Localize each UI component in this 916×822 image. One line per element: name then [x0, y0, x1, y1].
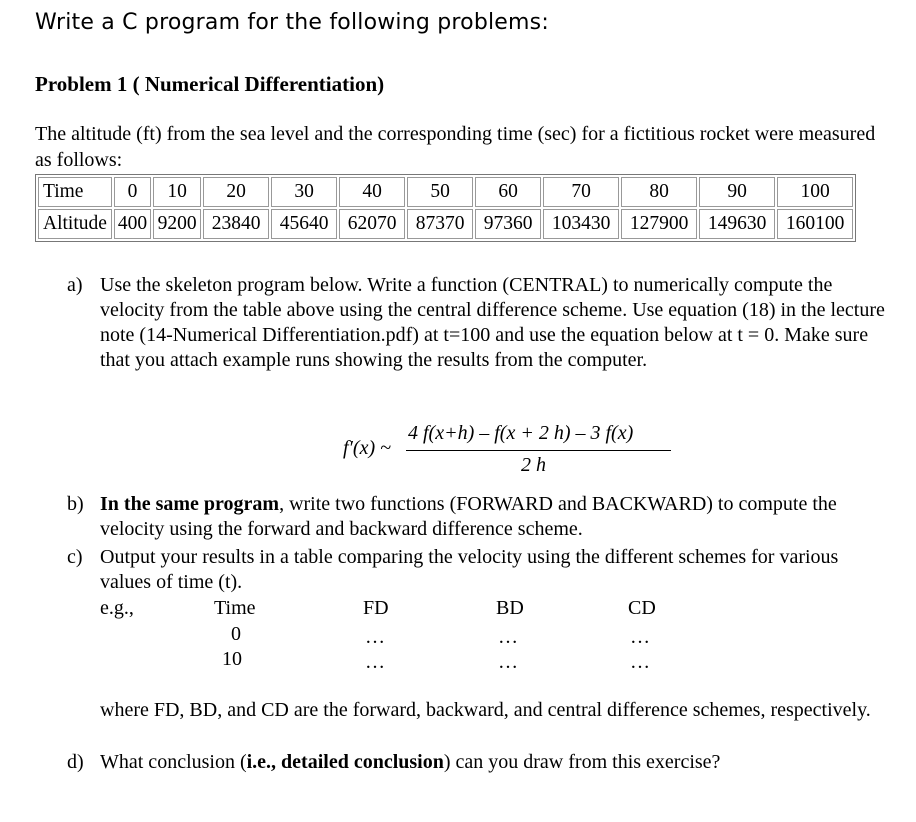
col-header-time: Time [214, 597, 256, 619]
row-fd-value: … [365, 626, 386, 648]
altitude-row-header: Altitude [38, 209, 112, 239]
altitude-cell: 87370 [407, 209, 473, 239]
item-d-after: ) can you draw from this exercise? [443, 751, 721, 773]
altitude-cell: 97360 [475, 209, 541, 239]
item-b-bold: In the same program [100, 493, 280, 515]
formula-denominator: 2 h [521, 454, 546, 476]
row-cd-value: … [630, 626, 651, 648]
time-cell: 20 [203, 177, 269, 207]
altitude-cell: 103430 [543, 209, 619, 239]
altitude-cell: 160100 [777, 209, 853, 239]
altitude-row [38, 209, 853, 239]
item-c-label: c) [67, 546, 83, 568]
eg-label: e.g., [100, 597, 134, 619]
item-d [67, 750, 892, 775]
row-bd-value: … [498, 651, 519, 673]
item-d-text [100, 750, 892, 775]
altitude-cell: 9200 [153, 209, 201, 239]
where-text: where FD, BD, and CD are the forward, backward, and central difference schemes, respectively. [100, 699, 871, 721]
time-row-header: Time [38, 177, 112, 207]
time-cell: 40 [339, 177, 405, 207]
time-cell: 50 [407, 177, 473, 207]
time-cell: 90 [699, 177, 775, 207]
time-row [38, 177, 853, 207]
where-note [67, 698, 892, 723]
altitude-cell: 149630 [699, 209, 775, 239]
item-d-before: What conclusion ( [100, 751, 247, 773]
time-cell: 100 [777, 177, 853, 207]
item-c-text: Output your results in a table comparing the velocity using the different schemes for various values of time (t). [100, 546, 839, 593]
formula-numerator: 4 f(x+h) – f(x + 2 h) – 3 f(x) [408, 422, 634, 444]
row-fd-value: … [365, 651, 386, 673]
altitude-cell: 400 [114, 209, 151, 239]
item-a-text: Use the skeleton program below. Write a function (CENTRAL) to numerically compute the velocity from the table above using the central difference scheme. Use equation (18) in the lecture note (14-Numerical Differentiation.pdf) at t=100 and use the equation below at t = 0. Make sure that you attach example runs showing the results from the computer. [100, 274, 885, 371]
col-header-bd: BD [496, 597, 524, 619]
item-c [67, 545, 892, 595]
item-b-label: b) [67, 493, 84, 515]
page-heading: Write a C program for the following problems: [35, 10, 549, 35]
item-d-bold: i.e., detailed conclusion [246, 751, 444, 773]
altitude-cell: 23840 [203, 209, 269, 239]
problem-title: Problem 1 ( Numerical Differentiation) [35, 72, 385, 96]
item-b-text [100, 492, 892, 542]
forward-difference-formula [343, 420, 683, 480]
item-a-label: a) [67, 274, 83, 296]
time-cell: 30 [271, 177, 337, 207]
row-time-value: 10 [222, 648, 242, 670]
altitude-cell: 62070 [339, 209, 405, 239]
item-a [67, 273, 892, 373]
time-cell: 10 [153, 177, 201, 207]
item-b [67, 492, 892, 542]
time-cell: 80 [621, 177, 697, 207]
altitude-cell: 45640 [271, 209, 337, 239]
fraction-bar [406, 450, 671, 451]
item-b-rest: , write two functions (FORWARD and BACKWARD) to compute the velocity using the forward and backward difference scheme. [100, 493, 837, 540]
row-time-value: 0 [231, 623, 241, 645]
intro-paragraph: The altitude (ft) from the sea level and the corresponding time (sec) for a fictitious rocket were measured as follows: [35, 123, 876, 171]
formula-lhs: f′(x) ~ [343, 437, 391, 459]
col-header-cd: CD [628, 597, 656, 619]
altitude-time-table [35, 174, 856, 242]
time-cell: 60 [475, 177, 541, 207]
time-cell: 0 [114, 177, 151, 207]
altitude-cell: 127900 [621, 209, 697, 239]
item-d-label: d) [67, 751, 84, 773]
row-cd-value: … [630, 651, 651, 673]
row-bd-value: … [498, 626, 519, 648]
time-cell: 70 [543, 177, 619, 207]
col-header-fd: FD [363, 597, 389, 619]
